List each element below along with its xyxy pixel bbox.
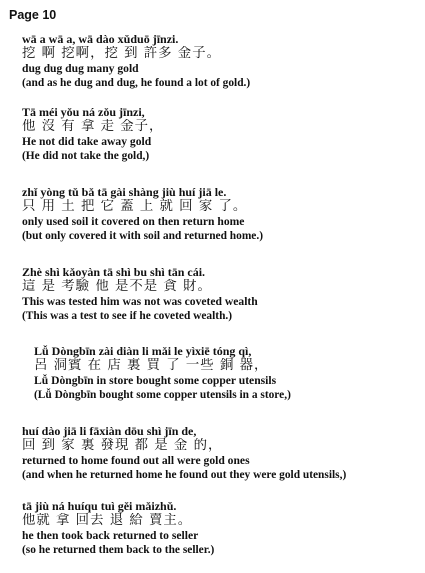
gloss-line: only used soil it covered on then return home <box>22 214 245 228</box>
pinyin-line: huí dào jiā li fāxiàn dōu shì jīn de, <box>22 424 197 438</box>
pinyin-line: wā a wā a, wā dào xǔduō jīnzi. <box>22 32 179 46</box>
gloss-line: He not did take away gold <box>22 134 152 148</box>
pinyin-line: Tā méi yǒu ná zǒu jīnzi, <box>22 105 145 119</box>
translation-line: (and when he returned home he found out they were gold utensils,) <box>22 469 347 481</box>
translation-line: (so he returned them back to the seller.) <box>22 544 215 556</box>
sentence-block-1 <box>22 32 420 90</box>
chinese-line: 這 是 考驗 他 是不是 貪 財。 <box>22 279 212 295</box>
pinyin-line: tā jiù ná huíqu tuì gěi mǎizhǔ. <box>22 499 177 513</box>
pinyin-line: Lǚ Dòngbīn zài diàn li mǎi le yìxiē tóng qì, <box>34 344 252 358</box>
chinese-line: 他 沒 有 拿 走 金子， <box>22 119 164 135</box>
chinese-line: 挖 啊 挖啊，挖 到 許多 金子。 <box>22 46 221 62</box>
chinese-line: 呂 洞賓 在 店 裏 買 了 一些 銅 器， <box>34 358 269 374</box>
page-number: Page 10 <box>9 8 57 22</box>
translation-line: (Lǚ Dòngbīn bought some copper utensils in a store,) <box>34 389 291 401</box>
chinese-line: 他就 拿 回去 退 給 賣主。 <box>22 513 193 529</box>
pinyin-line: zhǐ yòng tǔ bǎ tā gài shàng jiù huí jiā le. <box>22 185 227 199</box>
gloss-line: dug dug dug many gold <box>22 61 139 75</box>
translation-line: (but only covered it with soil and returned home.) <box>22 230 263 242</box>
chinese-line: 回 到 家 裏 發現 都 是 金 的， <box>22 438 223 454</box>
translation-line: (He did not take the gold,) <box>22 150 150 162</box>
sentence-block-2 <box>22 105 420 163</box>
sentence-block-4 <box>22 265 420 323</box>
sentence-block-7 <box>22 499 420 557</box>
sentence-block-6 <box>22 424 420 482</box>
translation-line: (This was a test to see if he coveted wealth.) <box>22 310 233 322</box>
gloss-line: This was tested him was not was coveted wealth <box>22 294 258 308</box>
gloss-line: he then took back returned to seller <box>22 528 199 542</box>
gloss-line: Lǚ Dòngbīn in store bought some copper utensils <box>34 373 277 387</box>
gloss-line: returned to home found out all were gold ones <box>22 453 250 467</box>
translation-line: (and as he dug and dug, he found a lot of gold.) <box>22 77 251 89</box>
sentence-block-3 <box>22 185 420 243</box>
sentence-block-5 <box>34 344 420 402</box>
pinyin-line: Zhè shì kǎoyàn tā shì bu shì tān cái. <box>22 265 206 279</box>
chinese-line: 只 用 土 把 它 蓋 上 就 回 家 了。 <box>22 199 248 215</box>
